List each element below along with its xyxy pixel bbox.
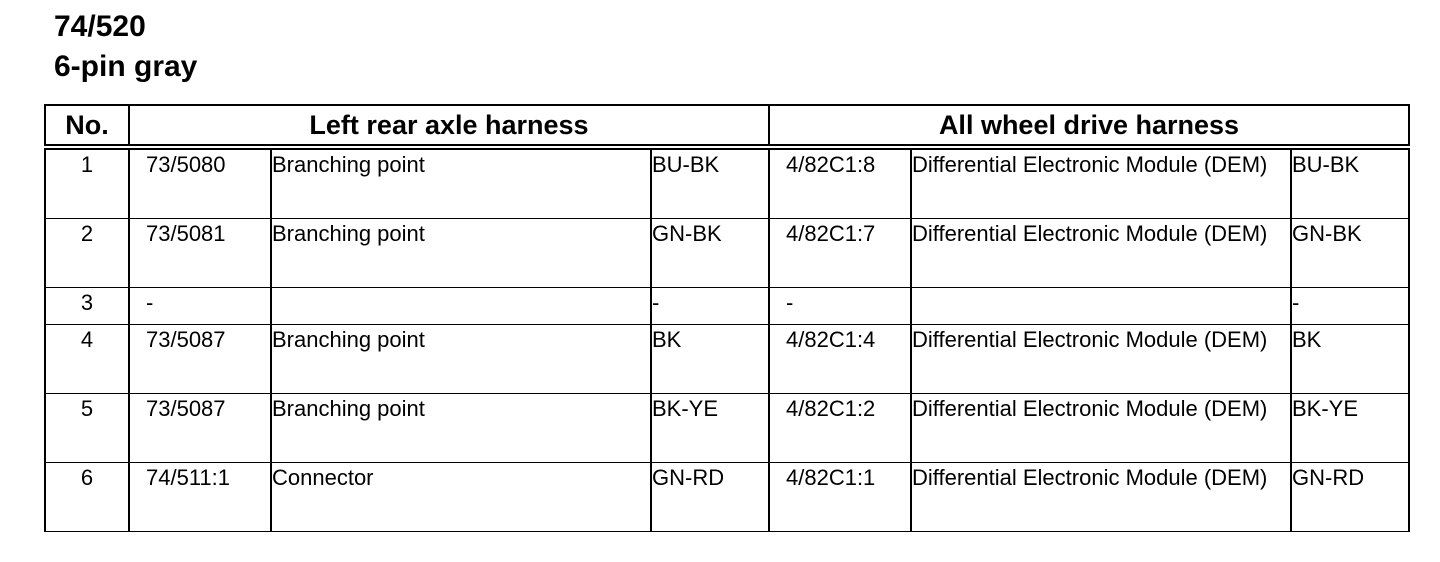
right-location-code: 4/82C1:2	[769, 394, 911, 463]
table-row	[45, 147, 1409, 219]
right-location-code: 4/82C1:8	[769, 147, 911, 219]
pin-number: 4	[45, 325, 129, 394]
right-location-code: 4/82C1:7	[769, 219, 911, 288]
pin-number: 1	[45, 147, 129, 219]
left-wire-color: GN-RD	[651, 463, 769, 532]
table-row	[45, 219, 1409, 288]
pin-number: 3	[45, 288, 129, 325]
right-location-code: -	[769, 288, 911, 325]
header-right-harness: All wheel drive harness	[769, 105, 1409, 147]
left-component: Branching point	[271, 147, 651, 219]
left-component: Branching point	[271, 219, 651, 288]
left-wire-color: BK	[651, 325, 769, 394]
right-wire-color: BK	[1291, 325, 1409, 394]
left-wire-color: BU-BK	[651, 147, 769, 219]
left-location-code: -	[129, 288, 271, 325]
left-component: Branching point	[271, 394, 651, 463]
left-component: Branching point	[271, 325, 651, 394]
pin-number: 6	[45, 463, 129, 532]
right-component: Differential Electronic Module (DEM)	[911, 463, 1291, 532]
left-location-code: 73/5087	[129, 394, 271, 463]
pin-number: 5	[45, 394, 129, 463]
left-component	[271, 288, 651, 325]
connector-id: 74/520	[54, 10, 146, 43]
right-component: Differential Electronic Module (DEM)	[911, 325, 1291, 394]
left-component: Connector	[271, 463, 651, 532]
right-wire-color: BK-YE	[1291, 394, 1409, 463]
connector-description: 6-pin gray	[54, 50, 198, 83]
right-component: Differential Electronic Module (DEM)	[911, 147, 1291, 219]
right-location-code: 4/82C1:1	[769, 463, 911, 532]
right-component: Differential Electronic Module (DEM)	[911, 394, 1291, 463]
left-location-code: 73/5087	[129, 325, 271, 394]
pin-number: 2	[45, 219, 129, 288]
header-no: No.	[45, 105, 129, 147]
right-wire-color: GN-BK	[1291, 219, 1409, 288]
table-row	[45, 463, 1409, 532]
left-wire-color: BK-YE	[651, 394, 769, 463]
left-wire-color: GN-BK	[651, 219, 769, 288]
right-location-code: 4/82C1:4	[769, 325, 911, 394]
header-left-harness: Left rear axle harness	[129, 105, 769, 147]
left-location-code: 74/511:1	[129, 463, 271, 532]
table-row	[45, 394, 1409, 463]
table-row	[45, 325, 1409, 394]
right-wire-color: BU-BK	[1291, 147, 1409, 219]
right-component	[911, 288, 1291, 325]
table-row	[45, 288, 1409, 325]
right-component: Differential Electronic Module (DEM)	[911, 219, 1291, 288]
left-wire-color: -	[651, 288, 769, 325]
left-location-code: 73/5081	[129, 219, 271, 288]
pinout-table	[44, 104, 1410, 532]
table-header-row	[45, 105, 1409, 147]
right-wire-color: GN-RD	[1291, 463, 1409, 532]
right-wire-color: -	[1291, 288, 1409, 325]
left-location-code: 73/5080	[129, 147, 271, 219]
